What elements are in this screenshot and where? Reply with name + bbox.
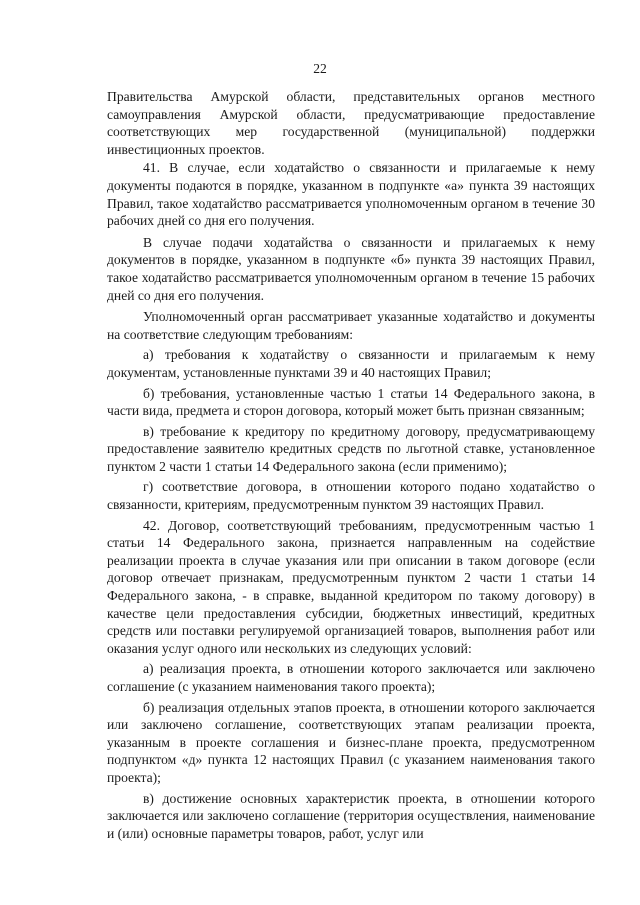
paragraph-requirements-intro: Уполномоченный орган рассматривает указанные ходатайство и документы на соответствие следующим требованиям: <box>107 309 595 342</box>
list-item-b: б) требования, установленные частью 1 статьи 14 Федерального закона, в части вида, предмета и сторон договора, который может быть признан связанным; <box>107 385 595 419</box>
list-item-a: а) требования к ходатайству о связанности и прилагаемым к нему документам, установленные пунктами 39 и 40 настоящих Правил; <box>107 347 595 380</box>
paragraph-continuation: Правительства Амурской области, представительных органов местного самоуправления Амурской области, предусматривающие предоставление соответствующих мер государственной (муниципальной) поддержки инвестиционных проектов. <box>107 89 595 157</box>
condition-item-a: а) реализация проекта, в отношении которого заключается или заключено соглашение (с указанием наименования такого проекта); <box>107 661 595 694</box>
condition-item-v: в) достижение основных характеристик проекта, в отношении которого заключается или заключено соглашение (территория осуществления, наименование и (или) основные параметры товаров, работ, услуг или <box>107 790 595 841</box>
paragraph-42: 42. Договор, соответствующий требованиям, предусмотренным частью 1 статьи 14 Федерального закона, признается направленным на содействие реализации проекта в случае указания или при описании в таком договоре (если договор отвечает признакам, предусмотренным пунктом 2 части 1 статьи 14 Федерального закона, - в справке, выданной кредитором по такому договору) в качестве цели предоставления субсидии, бюджетных инвестиций, кредитных средств или поставки регулируемой организацией товаров, выполнения работ или оказания услуг одного или нескольких из следующих условий: <box>107 517 595 656</box>
list-item-g: г) соответствие договора, в отношении которого подано ходатайство о связанности, критериям, предусмотренным пунктом 39 настоящих Правил. <box>107 479 595 513</box>
page-number: 22 <box>313 61 327 76</box>
paragraph-41-second: В случае подачи ходатайства о связанности и прилагаемых к нему документов в порядке, указанном в подпункте «б» пункта 39 настоящих Правил, такое ходатайство рассматривается уполномоченным органом в течение 15 рабочих дней со дня его получения. <box>107 234 595 303</box>
paragraph-41: 41. В случае, если ходатайство о связанности и прилагаемые к нему документы подаются в порядке, указанном в подпункте «а» пункта 39 настоящих Правил, такое ходатайство рассматривается уполномоченным органом в течение 30 рабочих дней со дня его получения. <box>107 160 595 229</box>
list-item-v: в) требование к кредитору по кредитному договору, предусматривающему предоставление заявителю кредитных средств по льготной ставке, установленное пунктом 2 части 1 статьи 14 Федерального закона (если применимо); <box>107 423 595 474</box>
condition-item-b: б) реализация отдельных этапов проекта, в отношении которого заключается или заключено соглашение, соответствующих этапам реализации проекта, указанным в проекте соглашения и бизнес-плане проекта, предусмотренном подпунктом «д» пункта 12 настоящих Правил (с указанием наименования такого проекта); <box>107 699 595 785</box>
document-body <box>107 88 595 842</box>
